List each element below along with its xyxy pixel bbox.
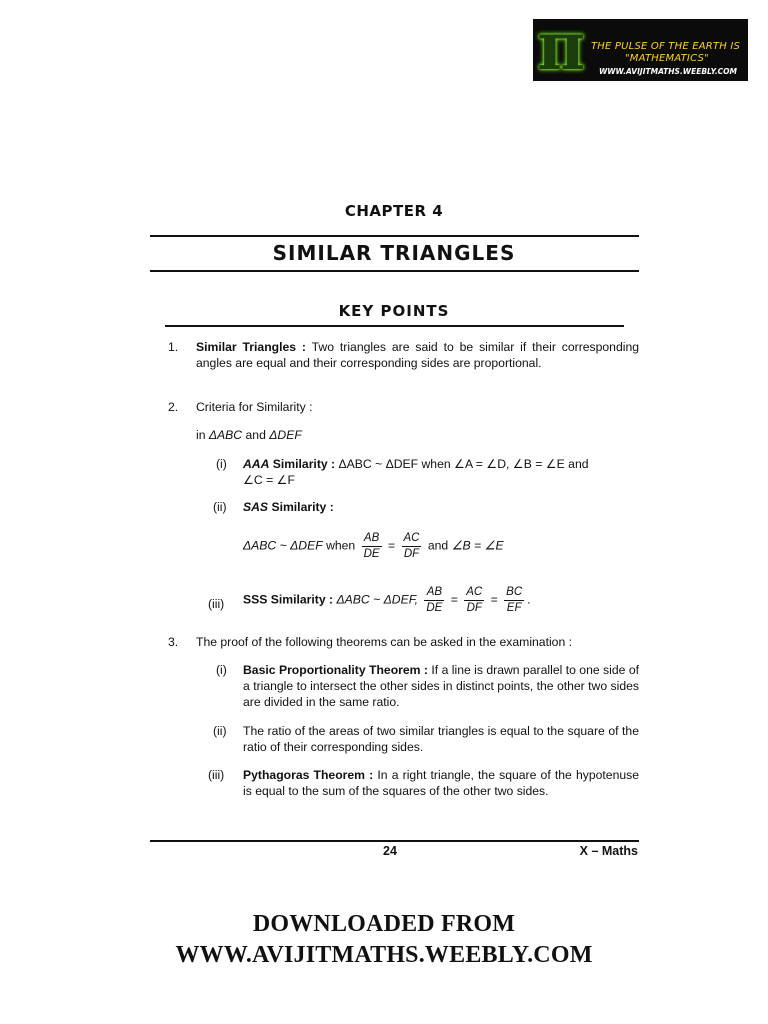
denominator: DF bbox=[466, 602, 482, 614]
sas-similarity-label: Similarity : bbox=[268, 500, 334, 514]
term-similar-triangles: Similar Triangles : bbox=[196, 340, 306, 354]
criterion-aaa-line2: ∠C = ∠F bbox=[243, 473, 295, 487]
footer-subject: X – Maths bbox=[579, 844, 638, 858]
aaa-statement: ΔABC ~ ΔDEF when ∠A = ∠D, ∠B = ∠E and bbox=[338, 457, 589, 471]
sas-angle-equality: ∠B = ∠E bbox=[451, 538, 504, 553]
theorem-pythagoras bbox=[243, 767, 639, 799]
criterion-number-i: (i) bbox=[216, 457, 227, 471]
pythagoras-text: In a right triangle, the square of the hypotenuse is equal to the sum of the squares of the other two sides. bbox=[243, 768, 639, 798]
item-number-1: 1. bbox=[168, 340, 179, 354]
theorem-area-ratio: The ratio of the areas of two similar triangles is equal to the square of the ratio of their corresponding sides. bbox=[243, 724, 639, 754]
equals-sign: = bbox=[450, 592, 458, 607]
theorem-bpt bbox=[243, 662, 639, 710]
site-logo bbox=[533, 19, 748, 81]
title-rule-top bbox=[150, 235, 639, 237]
bpt-text: If a line is drawn parallel to one side of a triangle to intersect the other sides in distinct points, the other two sides are divided in the same ratio. bbox=[243, 663, 639, 709]
theorems-intro: The proof of the following theorems can be asked in the examination : bbox=[196, 635, 573, 649]
criterion-sas-heading bbox=[243, 499, 334, 515]
theorem-number-iii: (iii) bbox=[208, 768, 225, 782]
page-number: 24 bbox=[383, 844, 397, 858]
fraction-ab-de bbox=[424, 586, 444, 615]
criteria-context bbox=[196, 427, 302, 443]
sas-lhs: ΔABC ~ ΔDEF bbox=[243, 538, 323, 553]
fraction-bc-ef bbox=[504, 586, 524, 615]
theorem-number-i: (i) bbox=[216, 663, 227, 677]
criterion-sss-statement bbox=[243, 586, 531, 615]
item-number-3: 3. bbox=[168, 635, 179, 649]
numerator: AC bbox=[464, 586, 484, 601]
sas-term: SAS bbox=[243, 500, 269, 514]
chapter-label: CHAPTER 4 bbox=[344, 202, 444, 220]
criterion-sas-statement bbox=[243, 532, 504, 561]
criterion-number-iii: (iii) bbox=[208, 597, 225, 611]
fraction-ac-df bbox=[464, 586, 484, 615]
download-banner-line1: DOWNLOADED FROM bbox=[252, 911, 516, 937]
theorem-number-ii: (ii) bbox=[213, 724, 227, 738]
section-heading: KEY POINTS bbox=[338, 302, 450, 320]
chapter-title: SIMILAR TRIANGLES bbox=[272, 241, 516, 265]
denominator: DF bbox=[403, 548, 420, 560]
logo-url: WWW.AVIJITMATHS.WEEBLY.COM bbox=[599, 67, 738, 76]
item-similar-triangles bbox=[196, 339, 639, 371]
numerator: AC bbox=[402, 532, 422, 547]
numerator: AB bbox=[362, 532, 382, 547]
definition-similar-triangles: Two triangles are said to be similar if their corresponding angles are equal and their corresponding sides are proportional. bbox=[196, 340, 639, 370]
title-rule-bottom bbox=[150, 270, 639, 272]
denominator: EF bbox=[506, 602, 522, 614]
criterion-number-ii: (ii) bbox=[213, 500, 227, 514]
numerator: BC bbox=[504, 586, 524, 601]
pi-symbol-icon: π bbox=[537, 19, 586, 81]
aaa-term: AAA bbox=[243, 457, 270, 471]
sas-and: and bbox=[427, 538, 449, 553]
logo-tagline-1: THE PULSE OF THE EARTH IS bbox=[591, 41, 741, 52]
triangle-def: ΔDEF bbox=[269, 428, 302, 442]
section-rule bbox=[165, 325, 624, 327]
logo-tagline-2: "MATHEMATICS" bbox=[625, 53, 709, 64]
bpt-term: Basic Proportionality Theorem : bbox=[243, 663, 428, 677]
denominator: DE bbox=[363, 548, 380, 560]
footer-rule bbox=[150, 840, 639, 842]
triangle-abc: ΔABC bbox=[208, 428, 243, 442]
criteria-heading: Criteria for Similarity : bbox=[196, 400, 313, 414]
pythagoras-term: Pythagoras Theorem : bbox=[243, 768, 374, 782]
aaa-similarity-label: Similarity : bbox=[269, 457, 336, 471]
sss-similarity-label: SSS Similarity : bbox=[243, 592, 334, 607]
download-banner-line2: WWW.AVIJITMATHS.WEEBLY.COM bbox=[175, 942, 593, 968]
numerator: AB bbox=[424, 586, 444, 601]
in-word: in bbox=[196, 428, 209, 442]
sas-when: when bbox=[326, 538, 356, 553]
fraction-ac-df bbox=[402, 532, 422, 561]
item-number-2: 2. bbox=[168, 400, 179, 414]
criterion-aaa-line1 bbox=[243, 456, 589, 472]
sss-lhs: ΔABC ~ ΔDEF, bbox=[336, 592, 418, 607]
equals-sign: = bbox=[490, 592, 498, 607]
and-word: and bbox=[242, 428, 270, 442]
denominator: DE bbox=[426, 602, 443, 614]
period: . bbox=[527, 592, 531, 607]
equals-sign: = bbox=[387, 538, 396, 553]
fraction-ab-de bbox=[362, 532, 382, 561]
